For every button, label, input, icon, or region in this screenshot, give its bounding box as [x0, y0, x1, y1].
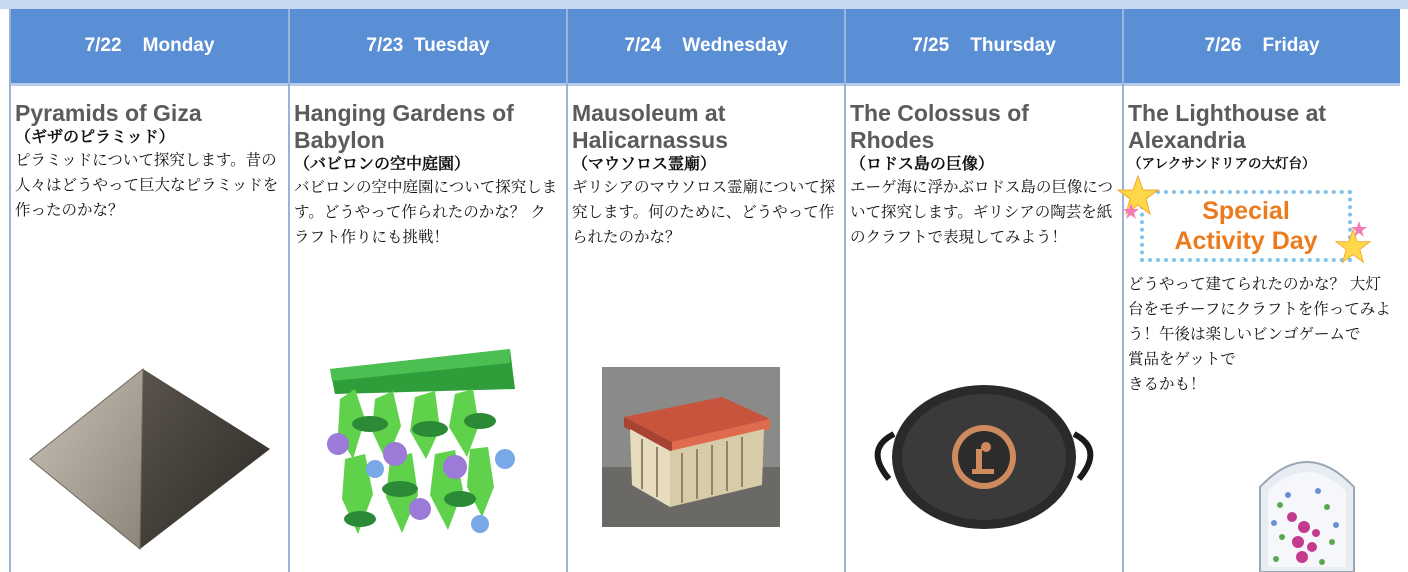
day-column-thursday: [844, 9, 1122, 572]
schedule-grid: [9, 9, 1408, 572]
activity-description: ピラミッドについて探究します。昔の人々はどうやって巨大なピラミッドを作ったのかな？: [15, 151, 279, 219]
lighthouse-craft-image: [1252, 447, 1362, 572]
activity-title: Pyramids of Giza: [15, 100, 202, 126]
day-body: [846, 86, 1122, 250]
day-header: 7/26 Friday: [1124, 9, 1400, 86]
activity-title: Hanging Gardens of Babylon: [294, 100, 514, 153]
activity-description-tail: 賞品をゲットできるかも！: [1128, 350, 1236, 393]
activity-subtitle: （ギザのピラミッド）: [15, 127, 175, 146]
activity-description: ギリシアのマウソロス霊廟について探究します。何のために、どうやって作られたのかな？: [572, 178, 836, 246]
activity-description: どうやって建てられたのかな？ 大灯台をモチーフにクラフトを作ってみよう！午後は楽しいビンゴゲームで: [1128, 275, 1391, 343]
activity-title: Mausoleum at Halicarnassus: [572, 100, 728, 153]
day-column-wednesday: [566, 9, 844, 572]
hanging-garden-craft-image: [320, 349, 520, 559]
day-column-tuesday: [288, 9, 566, 572]
day-header: 7/24 Wednesday: [568, 9, 844, 86]
star-icon: [1350, 220, 1368, 238]
special-activity-badge: [1140, 190, 1352, 262]
day-column-monday: [9, 9, 288, 572]
special-line-1: Special: [1202, 197, 1290, 225]
day-header: 7/23 Tuesday: [290, 9, 566, 86]
day-body: [290, 86, 566, 250]
top-band: [0, 0, 1408, 9]
mausoleum-model-image: [602, 367, 780, 527]
day-header: 7/22 Monday: [11, 9, 288, 86]
day-body: [1124, 86, 1400, 397]
activity-subtitle: （ロドス島の巨像）: [850, 154, 994, 173]
star-icon: [1122, 202, 1140, 220]
activity-title: The Lighthouse at Alexandria: [1128, 100, 1327, 153]
day-body: [568, 86, 844, 250]
greek-plate-image: [864, 379, 1104, 529]
activity-subtitle: （マウソロス霊廟）: [572, 154, 717, 173]
day-body: [11, 86, 288, 223]
day-header: 7/25 Thursday: [846, 9, 1122, 86]
special-line-2: Activity Day: [1174, 227, 1318, 255]
day-column-friday: [1122, 9, 1400, 572]
activity-title: The Colossus of Rhodes: [850, 100, 1029, 153]
activity-subtitle: （アレクサンドリアの大灯台）: [1128, 156, 1316, 172]
pyramid-image: [25, 299, 275, 569]
activity-description: バビロンの空中庭園について探究します。どうやって作られたのかな？ クラフト作りにも挑戦！: [294, 178, 558, 246]
activity-subtitle: （バビロンの空中庭園）: [294, 154, 471, 173]
activity-description: エーゲ海に浮かぶロドス島の巨像について探究します。ギリシアの陶芸を紙のクラフトで表現してみよう！: [850, 178, 1114, 246]
